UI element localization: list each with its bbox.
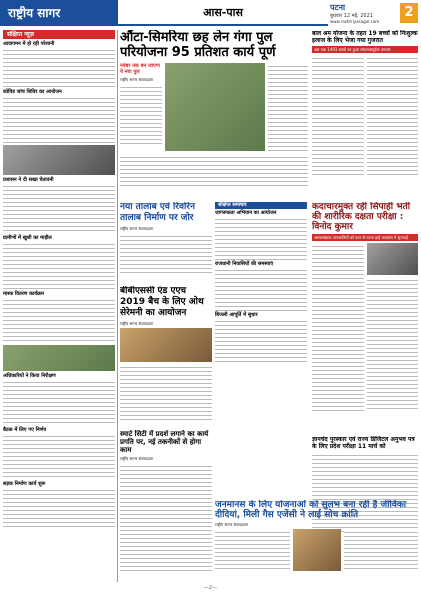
edition-date: बुधवार 12 मई, 2021 bbox=[330, 13, 373, 19]
bottom-story bbox=[215, 500, 418, 582]
bottom-text-2 bbox=[344, 529, 419, 571]
right-top-text-2 bbox=[367, 55, 419, 175]
edition-city: पटना bbox=[330, 3, 346, 12]
brief-4-title: ग्रामीणों में खुशी का माहौल bbox=[3, 235, 52, 241]
masthead bbox=[0, 0, 421, 26]
bottom-text-1 bbox=[215, 529, 290, 571]
brief-8-title: सड़क निर्माण कार्य शुरू bbox=[3, 481, 46, 487]
story-5-text-2 bbox=[367, 277, 419, 412]
story-5-photo bbox=[367, 243, 419, 275]
story-4-text bbox=[120, 463, 212, 573]
story-2-headline: नया तालाब एवं रिवरिन तालाब निर्माण पर जोर bbox=[120, 202, 195, 223]
left-column bbox=[3, 30, 115, 580]
lead-caption: नवंबर तक बन जाएगा ये नया पुल bbox=[120, 63, 160, 75]
lead-byline: राष्ट्रीय सागर संवाददाता bbox=[120, 77, 154, 82]
story-3-text bbox=[120, 364, 212, 420]
right-top-banner: अब तक 1491 बच्चों का हुआ सफलतापूर्वक उपचार bbox=[312, 46, 418, 53]
paper-title: राष्ट्रीय सागर bbox=[0, 0, 118, 26]
page-number: 2 bbox=[400, 3, 418, 23]
right-top bbox=[312, 30, 418, 200]
brief-3-title: प्रशासन ने दी सख्त चेतावनी bbox=[3, 177, 54, 183]
mid-1-title: जागरूकता अभियान का आयोजन bbox=[215, 210, 277, 216]
lead-text-2 bbox=[268, 63, 308, 151]
story-3 bbox=[120, 286, 212, 426]
lead-photo-bridge bbox=[165, 63, 265, 151]
story-2 bbox=[120, 202, 212, 282]
story-3-photo bbox=[120, 328, 212, 362]
story-2-byline: राष्ट्रीय सागर संवाददाता bbox=[120, 226, 154, 231]
brief-6-title: अधिकारियों ने किया निरीक्षण bbox=[3, 373, 56, 379]
brief-7-text bbox=[3, 433, 115, 479]
column-rule bbox=[117, 30, 118, 582]
mid-3-title: बिजली आपूर्ति में सुधार bbox=[215, 312, 258, 318]
story-5-text-1 bbox=[312, 243, 364, 413]
brief-photo-2 bbox=[3, 345, 115, 371]
story-4 bbox=[120, 430, 212, 582]
story-6-headline: ज्ञानचंद पुरस्कार एवं राज्य डिजिटल अनुभव पत्र के लिए प्रदेश परीक्षा 11 मार्च को bbox=[312, 436, 415, 450]
lead-headline: औंटा-सिमरिया छह लेन गंगा पुल परियोजना 95 प्रतिशत कार्य पूर्ण bbox=[120, 30, 276, 60]
story-4-byline: राष्ट्रीय सागर संवाददाता bbox=[120, 456, 154, 461]
brief-label: संक्षिप्त न्यूज़ bbox=[3, 30, 115, 39]
story-2-text bbox=[120, 233, 212, 275]
brief-2-title: कोविड जांच शिविर का आयोजन bbox=[3, 89, 62, 95]
mid-2-text bbox=[215, 267, 307, 311]
story-5-headline: कदाचारमुक्त रही सिपाही भर्ती की शारीरिक दक्षता परीक्षा : विनोद कुमार bbox=[312, 202, 411, 232]
lead-text-3 bbox=[120, 154, 308, 188]
right-top-headline: बाल श्रम योजना के तहत 19 बच्चों को निःशुल्क इलाज के लिए भेजा गया गुजरात bbox=[312, 30, 418, 44]
page-footer: —2— bbox=[203, 585, 218, 591]
brief-4-text bbox=[3, 241, 115, 289]
brief-5-text bbox=[3, 297, 115, 343]
right-story-5 bbox=[312, 202, 418, 432]
brief-1-text bbox=[3, 47, 115, 87]
story-5-banner: अल्पसंख्यक जनजातियों को कल से पटना हाई अदालत में सुनवाई bbox=[312, 234, 418, 241]
section-title: आस-पास bbox=[118, 0, 328, 26]
mid-1-text bbox=[215, 216, 307, 260]
bottom-photo bbox=[293, 529, 341, 571]
lead-text-1 bbox=[120, 84, 162, 144]
story-3-headline: बीबीएससी एंड एएच 2019 बैच के लिए ओथ सेरेमनी का आयोजन bbox=[120, 286, 204, 318]
brief-3-text bbox=[3, 183, 115, 233]
story-4-headline: स्मार्ट सिटी में प्रदर्श लगाने का कार्य प्रगति पर, नई तकनीकों से होगा काम bbox=[120, 430, 209, 454]
brief-2-text bbox=[3, 95, 115, 143]
brief-5-title: मास्क वितरण कार्यक्रम bbox=[3, 291, 45, 297]
mid-3-text bbox=[215, 318, 307, 362]
mid-label: संक्षिप्त समाचार bbox=[215, 202, 307, 209]
lead-story bbox=[120, 30, 308, 200]
website: www.rashtriyasagar.com bbox=[330, 19, 380, 24]
bottom-headline: जनमानस के लिए योजनाओं को सुलभ बना रही है जीविका दीदियां, मिली गैस एजेंसी ने लाई सोच क्रांति bbox=[215, 500, 407, 520]
bottom-byline: राष्ट्रीय सागर संवाददाता bbox=[215, 522, 249, 527]
brief-8-text bbox=[3, 487, 115, 527]
right-top-text-1 bbox=[312, 55, 364, 175]
mid-2-title: राजधानी निवासियों की समस्याएं bbox=[215, 261, 274, 267]
brief-1-title: आवागमन में हो रही परेशानी bbox=[3, 41, 55, 47]
brief-photo bbox=[3, 145, 115, 175]
story-3-byline: राष्ट्रीय सागर संवाददाता bbox=[120, 321, 154, 326]
brief-7-title: बैठक में लिए गए निर्णय bbox=[3, 427, 47, 433]
brief-6-text bbox=[3, 379, 115, 425]
mid-column bbox=[215, 202, 307, 377]
